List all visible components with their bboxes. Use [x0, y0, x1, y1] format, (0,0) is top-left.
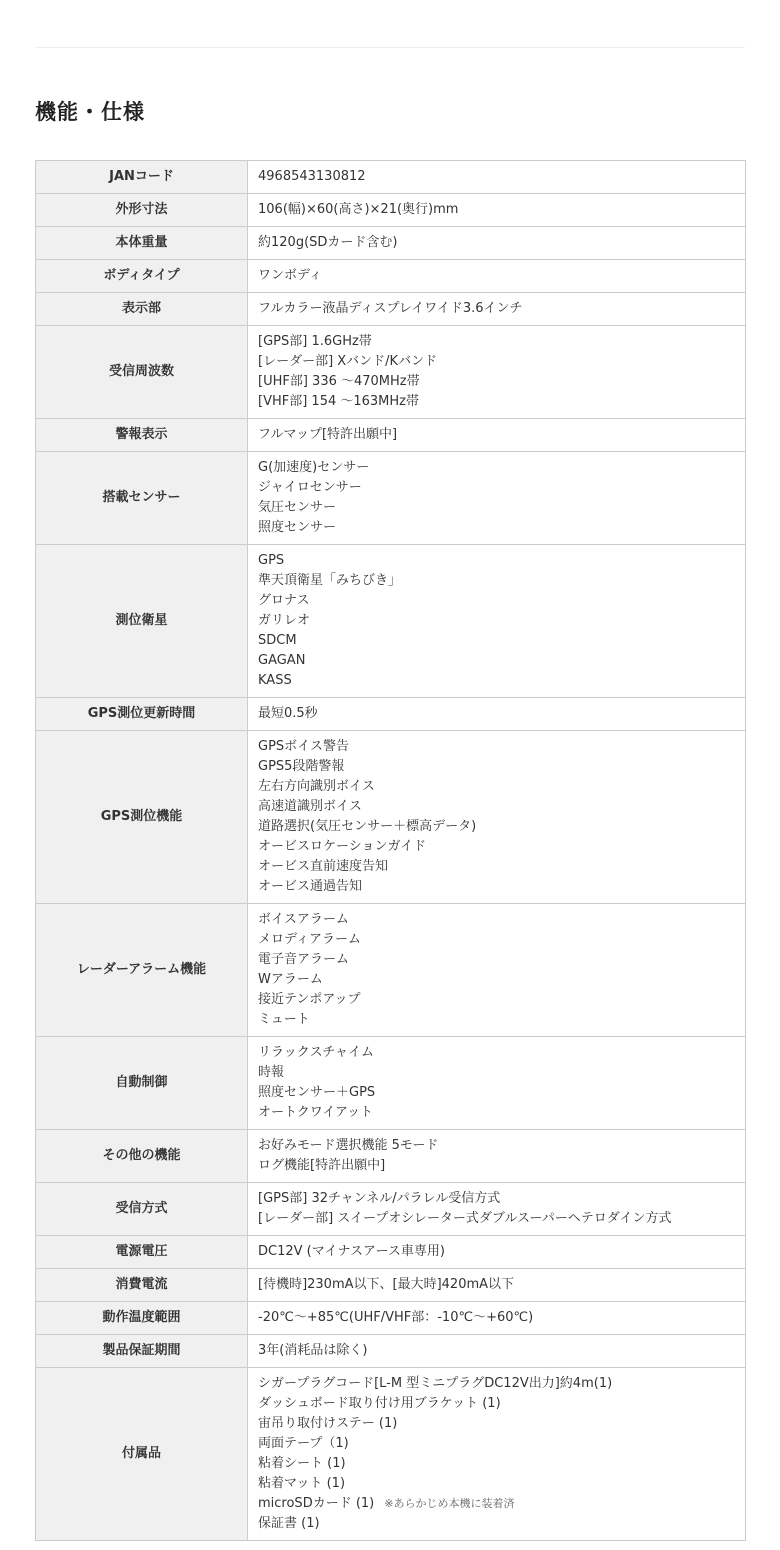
spec-value	[248, 161, 746, 194]
spec-value	[248, 1335, 746, 1368]
spec-value-line	[258, 817, 735, 837]
spec-value-line	[258, 1010, 735, 1030]
spec-value-note: ※あらかじめ本機に装着済	[384, 1497, 515, 1510]
spec-value-text: フルカラー液晶ディスプレイワイド3.6インチ	[258, 301, 523, 316]
spec-label: 動作温度範囲	[36, 1302, 248, 1335]
spec-label: 表示部	[36, 293, 248, 326]
spec-label: 受信周波数	[36, 326, 248, 419]
spec-value-text: KASS	[258, 673, 292, 688]
spec-value-text: [UHF部] 336 〜470MHz帯	[258, 374, 420, 389]
spec-label: 消費電流	[36, 1269, 248, 1302]
spec-value-text: 最短0.5秒	[258, 706, 318, 721]
spec-value-line	[258, 498, 735, 518]
spec-value-line	[258, 1494, 735, 1514]
spec-value	[248, 1269, 746, 1302]
spec-value-line	[258, 631, 735, 651]
spec-value-text: 照度センサー	[258, 520, 337, 535]
spec-value-text: DC12V (マイナスアース車専用)	[258, 1244, 445, 1259]
spec-value-text: 準天頂衛星「みちびき」	[258, 573, 402, 588]
spec-value-line	[258, 266, 735, 286]
spec-value-line	[258, 1414, 735, 1434]
spec-value-text: GPSボイス警告	[258, 739, 350, 754]
spec-value-text: 106(幅)×60(高さ)×21(奥行)mm	[258, 202, 459, 217]
spec-row	[36, 1236, 746, 1269]
spec-row	[36, 260, 746, 293]
spec-value	[248, 731, 746, 904]
spec-value-text: 気圧センサー	[258, 500, 337, 515]
spec-row	[36, 904, 746, 1037]
spec-value-text: ガリレオ	[258, 613, 311, 628]
spec-value-text: 保証書 (1)	[258, 1516, 320, 1531]
spec-label: 受信方式	[36, 1183, 248, 1236]
spec-value-text: G(加速度)センサー	[258, 460, 370, 475]
spec-value	[248, 326, 746, 419]
spec-value-line	[258, 970, 735, 990]
spec-value	[248, 545, 746, 698]
spec-label: 測位衛星	[36, 545, 248, 698]
spec-value	[248, 419, 746, 452]
spec-value-text: 宙吊り取付けステー (1)	[258, 1416, 398, 1431]
spec-value-line	[258, 950, 735, 970]
spec-value	[248, 904, 746, 1037]
spec-value-line	[258, 671, 735, 691]
spec-value-text: [VHF部] 154 〜163MHz帯	[258, 394, 419, 409]
spec-row	[36, 194, 746, 227]
spec-value	[248, 1037, 746, 1130]
spec-value-line	[258, 1434, 735, 1454]
spec-value-text: フルマップ[特許出願中]	[258, 427, 398, 442]
spec-row	[36, 1037, 746, 1130]
spec-value-line	[258, 1474, 735, 1494]
spec-value-text: microSDカード (1)	[258, 1496, 375, 1511]
page-title: 機能・仕様	[35, 100, 145, 124]
spec-value-line	[258, 1394, 735, 1414]
spec-value-line	[258, 1514, 735, 1534]
spec-value-text: 約120g(SDカード含む)	[258, 235, 398, 250]
spec-value-text: GPS	[258, 553, 285, 568]
spec-value-line	[258, 797, 735, 817]
spec-value-text: ワンボディ	[258, 268, 322, 283]
spec-value-text: 接近テンポアップ	[258, 992, 361, 1007]
spec-value-line	[258, 837, 735, 857]
spec-value-line	[258, 1242, 735, 1262]
spec-value-text: [レーダー部] Xバンド/Kバンド	[258, 354, 438, 369]
spec-value-text: 時報	[258, 1065, 285, 1080]
spec-value-line	[258, 372, 735, 392]
spec-value	[248, 227, 746, 260]
spec-label: レーダーアラーム機能	[36, 904, 248, 1037]
spec-row	[36, 326, 746, 419]
spec-label: GPS測位更新時間	[36, 698, 248, 731]
spec-value-line	[258, 1275, 735, 1295]
spec-value-text: SDCM	[258, 633, 297, 648]
spec-value-line	[258, 352, 735, 372]
spec-row	[36, 1130, 746, 1183]
spec-row	[36, 1335, 746, 1368]
spec-value-text: Wアラーム	[258, 972, 323, 987]
spec-row	[36, 698, 746, 731]
spec-value	[248, 452, 746, 545]
spec-value-line	[258, 551, 735, 571]
spec-value-line	[258, 392, 735, 412]
spec-value-text: オービス通過告知	[258, 879, 363, 894]
spec-value-line	[258, 1083, 735, 1103]
spec-value-line	[258, 1454, 735, 1474]
spec-value-line	[258, 458, 735, 478]
spec-value-text: シガープラグコード[L-M 型ミニプラグDC12V出力]約4m(1)	[258, 1376, 613, 1391]
top-divider	[35, 47, 745, 48]
spec-value-line	[258, 651, 735, 671]
spec-value	[248, 260, 746, 293]
spec-value-text: 左右方向識別ボイス	[258, 779, 375, 794]
spec-value-text: オービスロケーションガイド	[258, 839, 427, 854]
spec-value-text: リラックスチャイム	[258, 1045, 374, 1060]
spec-value-line	[258, 1308, 735, 1328]
spec-value-text: [レーダー部] スイープオシレーター式ダブルスーパーヘテロダイン方式	[258, 1211, 672, 1226]
spec-value-text: 両面テープ（1)	[258, 1436, 349, 1451]
spec-value-line	[258, 737, 735, 757]
spec-row	[36, 1368, 746, 1541]
spec-value-text: 粘着マット (1)	[258, 1476, 346, 1491]
spec-label: 本体重量	[36, 227, 248, 260]
spec-value-line	[258, 1063, 735, 1083]
spec-value-line	[258, 611, 735, 631]
spec-value-text: 高速道識別ボイス	[258, 799, 362, 814]
spec-value-line	[258, 571, 735, 591]
spec-label: 付属品	[36, 1368, 248, 1541]
spec-value-line	[258, 704, 735, 724]
spec-label: ボディタイプ	[36, 260, 248, 293]
spec-value-text: ジャイロセンサー	[258, 480, 362, 495]
spec-table	[35, 160, 746, 1541]
spec-value-line	[258, 1043, 735, 1063]
spec-value-line	[258, 1156, 735, 1176]
spec-value-text: ログ機能[特許出願中]	[258, 1158, 386, 1173]
spec-row	[36, 161, 746, 194]
spec-value-text: [GPS部] 32チャンネル/パラレル受信方式	[258, 1191, 501, 1206]
spec-label: 電源電圧	[36, 1236, 248, 1269]
spec-value-line	[258, 930, 735, 950]
spec-value-text: 4968543130812	[258, 169, 366, 184]
spec-row	[36, 731, 746, 904]
spec-row	[36, 1183, 746, 1236]
spec-value-text: GAGAN	[258, 653, 306, 668]
spec-value-line	[258, 757, 735, 777]
spec-value-line	[258, 857, 735, 877]
spec-value-text: [待機時]230mA以下、[最大時]420mA以下	[258, 1277, 515, 1292]
spec-value-line	[258, 1209, 735, 1229]
spec-label: 製品保証期間	[36, 1335, 248, 1368]
spec-value-text: 照度センサー＋GPS	[258, 1085, 376, 1100]
spec-value	[248, 293, 746, 326]
spec-row	[36, 452, 746, 545]
spec-value-line	[258, 910, 735, 930]
spec-value-line	[258, 877, 735, 897]
spec-value-line	[258, 167, 735, 187]
spec-label: 警報表示	[36, 419, 248, 452]
spec-value	[248, 698, 746, 731]
spec-value-text: [GPS部] 1.6GHz帯	[258, 334, 372, 349]
spec-row	[36, 227, 746, 260]
spec-value-text: ダッシュボード取り付け用ブラケット (1)	[258, 1396, 501, 1411]
spec-value-line	[258, 1103, 735, 1123]
spec-value-line	[258, 425, 735, 445]
spec-value-text: 粘着シート (1)	[258, 1456, 346, 1471]
spec-value-line	[258, 518, 735, 538]
spec-value-line	[258, 1374, 735, 1394]
spec-row	[36, 419, 746, 452]
spec-value	[248, 1236, 746, 1269]
spec-value-text: オービス直前速度告知	[258, 859, 389, 874]
spec-value-line	[258, 777, 735, 797]
spec-value-text: メロディアラーム	[258, 932, 361, 947]
spec-label: 自動制御	[36, 1037, 248, 1130]
spec-value	[248, 194, 746, 227]
spec-value-line	[258, 591, 735, 611]
spec-value	[248, 1302, 746, 1335]
spec-value	[248, 1130, 746, 1183]
spec-label: 搭載センサー	[36, 452, 248, 545]
spec-value-line	[258, 1189, 735, 1209]
spec-row	[36, 545, 746, 698]
spec-value-text: ミュート	[258, 1012, 310, 1027]
spec-table-body	[36, 161, 746, 1541]
spec-label: GPS測位機能	[36, 731, 248, 904]
spec-row	[36, 1269, 746, 1302]
spec-label: その他の機能	[36, 1130, 248, 1183]
spec-value-line	[258, 200, 735, 220]
spec-value-text: グロナス	[258, 593, 310, 608]
spec-value-line	[258, 1341, 735, 1361]
spec-value	[248, 1183, 746, 1236]
spec-row	[36, 1302, 746, 1335]
spec-label: 外形寸法	[36, 194, 248, 227]
spec-label: JANコード	[36, 161, 248, 194]
spec-value-line	[258, 332, 735, 352]
spec-value-line	[258, 1136, 735, 1156]
spec-value-line	[258, 233, 735, 253]
spec-value-line	[258, 299, 735, 319]
spec-value-text: お好みモード選択機能 5モード	[258, 1138, 439, 1153]
spec-value-line	[258, 478, 735, 498]
spec-value-text: ボイスアラーム	[258, 912, 349, 927]
spec-value-text: 3年(消耗品は除く)	[258, 1343, 368, 1358]
spec-value-text: 電子音アラーム	[258, 952, 350, 967]
spec-value-line	[258, 990, 735, 1010]
spec-value-text: 道路選択(気圧センサー＋標高データ)	[258, 819, 477, 834]
spec-row	[36, 293, 746, 326]
spec-value-text: オートクワイアット	[258, 1105, 374, 1120]
spec-value	[248, 1368, 746, 1541]
spec-value-text: GPS5段階警報	[258, 759, 345, 774]
spec-value-text: -20℃〜+85℃(UHF/VHF部：-10℃〜+60℃)	[258, 1310, 534, 1325]
